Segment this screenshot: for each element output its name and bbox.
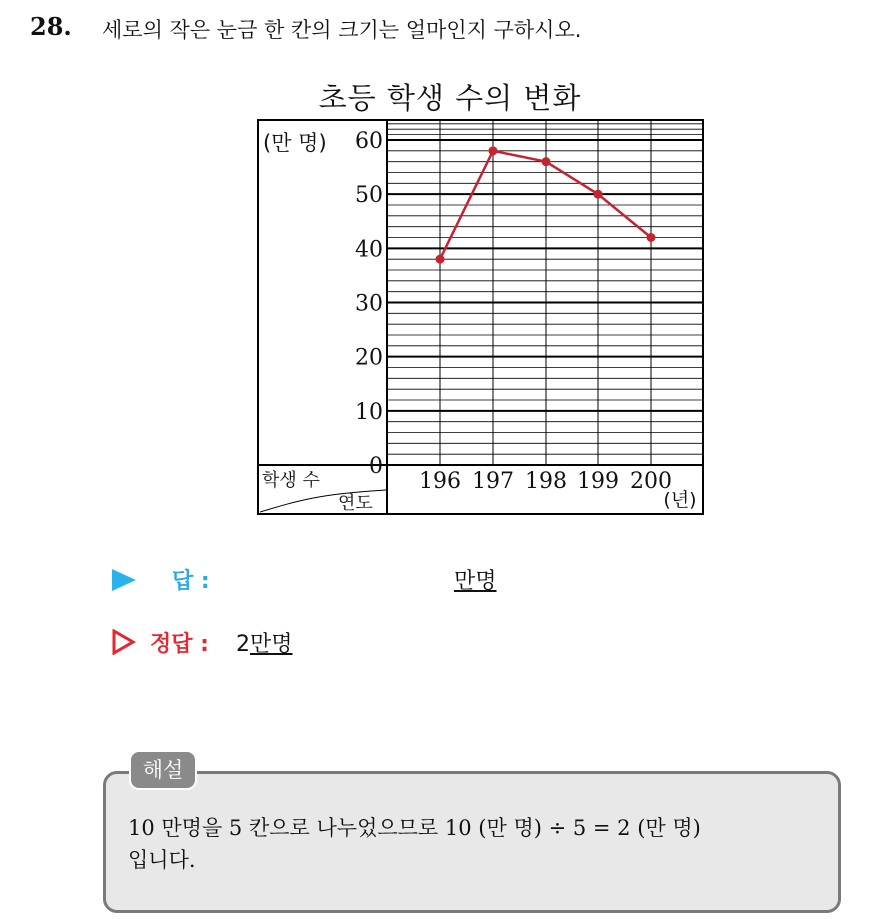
- data-point: [542, 157, 551, 166]
- chart-title: 초등 학생 수의 변화: [318, 81, 582, 115]
- answer-label: 답 :: [172, 569, 210, 594]
- question-text: 세로의 작은 눈금 한 칸의 크기는 얼마인지 구하시오.: [102, 18, 582, 42]
- y-axis-unit-label: (만 명): [263, 131, 327, 155]
- corner-label-top: 학생 수: [262, 470, 320, 491]
- corner-label-bottom: 연도: [338, 493, 373, 514]
- x-tick-label: 198: [525, 469, 567, 494]
- data-point: [436, 255, 445, 264]
- outline-triangle-icon: [112, 629, 136, 655]
- data-point: [489, 146, 498, 155]
- y-tick-label: 40: [355, 237, 383, 263]
- data-point: [594, 190, 603, 199]
- question-number: 28.: [30, 12, 72, 41]
- solution-value: [236, 627, 293, 658]
- y-tick-label: 50: [355, 183, 383, 209]
- play-triangle-icon: [112, 569, 136, 591]
- explanation-tab: 해설: [129, 750, 197, 790]
- y-tick-label: 60: [355, 129, 383, 154]
- data-point: [647, 233, 656, 242]
- y-tick-label: 10: [355, 399, 383, 425]
- x-axis-unit-label: (년): [663, 489, 697, 511]
- y-tick-label: 0: [369, 454, 383, 479]
- solution-unit: 만명: [250, 632, 293, 657]
- x-tick-label: 199: [577, 469, 619, 494]
- answer-row: [112, 562, 612, 596]
- solution-label: 정답 :: [150, 632, 209, 657]
- x-tick-label: 197: [472, 469, 514, 494]
- y-tick-label: 30: [355, 291, 383, 317]
- y-tick-label: 20: [355, 345, 383, 371]
- x-tick-label: 196: [419, 469, 461, 494]
- answer-unit: 만명: [454, 569, 497, 594]
- explanation-text: 10 만명을 5 칸으로 나누었으므로 10 (만 명) ÷ 5 = 2 (만 명) 입니다.: [128, 816, 701, 872]
- x-tick-label: 200: [630, 469, 672, 494]
- solution-row: [112, 625, 612, 659]
- solution-number: 2: [236, 632, 250, 657]
